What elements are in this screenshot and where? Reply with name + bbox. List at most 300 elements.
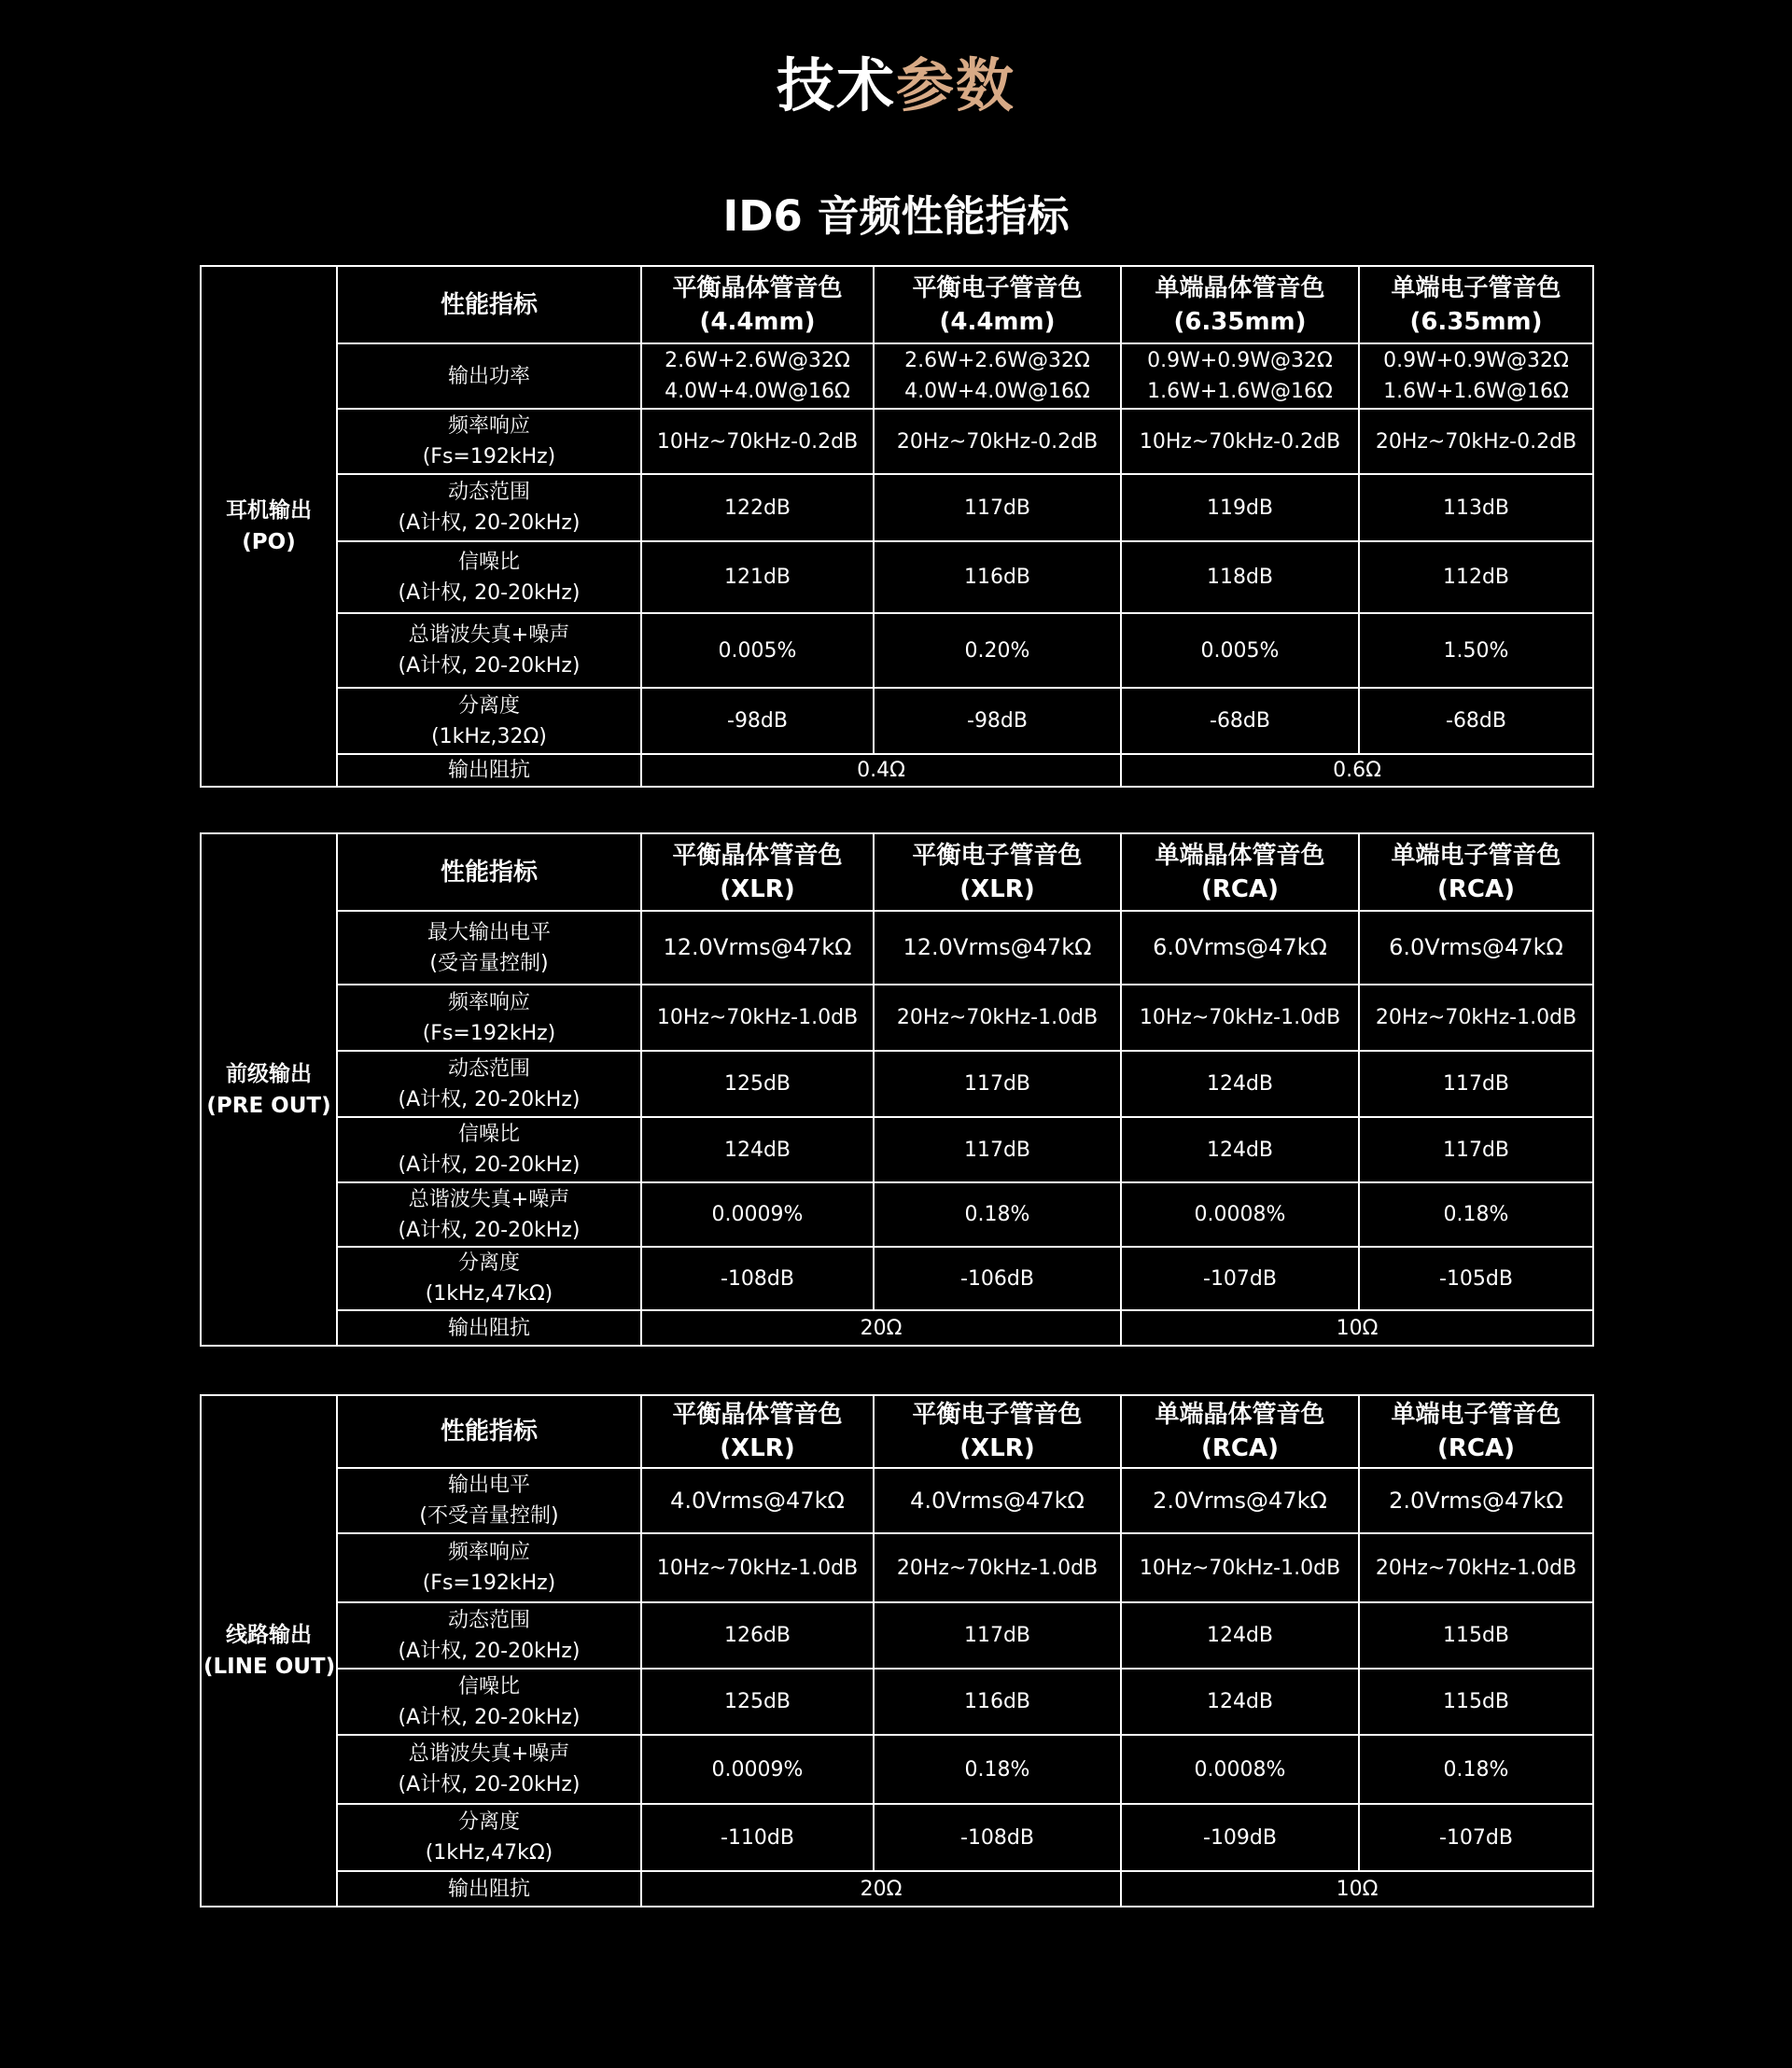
metric-condition: (A计权, 20-20kHz) — [398, 1705, 581, 1729]
column-header — [874, 1395, 1121, 1468]
section-name: 线路输出 — [226, 1623, 312, 1647]
metric-label: 最大输出电平 — [427, 920, 551, 944]
value-cell — [1121, 688, 1359, 754]
value-cell — [1121, 1117, 1359, 1182]
value-cell — [1359, 1247, 1593, 1310]
value-cell — [1359, 474, 1593, 541]
value-cell — [874, 474, 1121, 541]
column-header-mode: 单端晶体管音色 — [1155, 841, 1325, 870]
metric-label-cell — [337, 1310, 641, 1346]
value-cell — [641, 1247, 874, 1310]
value-line: -107dB — [1203, 1266, 1277, 1291]
section-code: (LINE OUT) — [203, 1655, 336, 1679]
value-line: 1.6W+1.6W@16Ω — [1147, 380, 1333, 403]
value-line: 117dB — [963, 1624, 1031, 1647]
value-line: 0.0008% — [1194, 1203, 1286, 1226]
metric-condition: (Fs=192kHz) — [422, 445, 556, 468]
impedance-row — [201, 1871, 1593, 1907]
metric-label: 信噪比 — [457, 1674, 520, 1698]
value-cell — [1359, 1051, 1593, 1117]
section-name: 前级输出 — [226, 1061, 312, 1086]
value-cell — [1359, 1533, 1593, 1602]
table-header-row — [201, 266, 1593, 343]
value-cell — [1359, 1117, 1593, 1182]
metric-label-cell — [337, 1804, 641, 1871]
metric-label: 输出功率 — [447, 364, 530, 388]
value-line: 0.9W+0.9W@32Ω — [1147, 349, 1333, 372]
value-line: 116dB — [963, 566, 1031, 589]
metric-condition: (A计权, 20-20kHz) — [398, 1639, 581, 1663]
value-line: 0.20% — [964, 638, 1030, 663]
value-line: 117dB — [963, 496, 1031, 520]
value-cell — [1121, 409, 1359, 474]
value-cell — [1121, 1602, 1359, 1669]
value-line: 10Hz~70kHz-0.2dB — [1139, 429, 1341, 454]
metric-label: 频率响应 — [447, 1541, 530, 1564]
metric-label-cell — [337, 754, 641, 787]
value-cell — [874, 1051, 1121, 1117]
metric-label-cell — [337, 1117, 641, 1182]
value-line: 124dB — [1206, 1138, 1274, 1162]
value-line: 4.0Vrms@47kΩ — [670, 1487, 845, 1514]
value-cell — [641, 1051, 874, 1117]
metric-label-cell — [337, 911, 641, 985]
value-line: 117dB — [963, 1138, 1031, 1162]
metric-condition: (受音量控制) — [429, 951, 549, 975]
table-row — [201, 1182, 1593, 1247]
value-line: 124dB — [723, 1138, 791, 1162]
impedance-single-cell — [1121, 1871, 1593, 1907]
column-header — [1121, 1395, 1359, 1468]
value-line: 0.18% — [964, 1757, 1030, 1782]
column-header-connector: (RCA) — [1201, 1434, 1279, 1462]
section-label-cell — [201, 833, 337, 1346]
table-row — [201, 1735, 1593, 1804]
value-cell — [641, 1533, 874, 1602]
column-header-connector: (RCA) — [1437, 1434, 1515, 1462]
value-line: -98dB — [967, 709, 1028, 733]
value-line: 126dB — [723, 1624, 791, 1647]
table-row — [201, 1468, 1593, 1533]
value-cell — [641, 1117, 874, 1182]
value-cell — [1359, 688, 1593, 754]
metric-condition: (不受音量控制) — [419, 1504, 559, 1528]
metric-header-cell — [337, 1395, 641, 1468]
value-line: 0.0008% — [1194, 1757, 1286, 1782]
metric-label-cell — [337, 1735, 641, 1804]
value-cell — [1121, 613, 1359, 688]
value-cell — [641, 911, 874, 985]
value-cell — [641, 688, 874, 754]
value-cell — [1359, 911, 1593, 985]
value-cell — [1121, 911, 1359, 985]
value-line: -108dB — [960, 1825, 1034, 1850]
column-header-mode: 单端电子管音色 — [1391, 1401, 1561, 1429]
column-header-connector: (XLR) — [720, 1434, 795, 1462]
value-line: 113dB — [1442, 496, 1510, 520]
value-line: 12.0Vrms@47kΩ — [663, 934, 852, 960]
value-cell — [1359, 1669, 1593, 1735]
value-cell — [1121, 1468, 1359, 1533]
value-line: 10Hz~70kHz-1.0dB — [656, 1556, 859, 1580]
value-cell — [1121, 541, 1359, 613]
metric-label: 输出阻抗 — [447, 1316, 530, 1340]
impedance-single-cell — [1121, 1310, 1593, 1346]
metric-header-cell — [337, 266, 641, 343]
value-line: 125dB — [723, 1690, 791, 1713]
value-line: 10Hz~70kHz-1.0dB — [656, 1006, 859, 1029]
value-line: 119dB — [1206, 496, 1274, 520]
value-cell — [874, 1117, 1121, 1182]
value-line: 0.18% — [1443, 1757, 1509, 1782]
column-header — [641, 1395, 874, 1468]
value-line: 117dB — [963, 1072, 1031, 1096]
value-line: -68dB — [1210, 709, 1270, 733]
metric-label-cell — [337, 1602, 641, 1669]
column-header-mode: 平衡电子管音色 — [912, 273, 1083, 302]
value-line: 0.0009% — [711, 1203, 804, 1226]
impedance-value: 0.4Ω — [857, 759, 905, 782]
value-cell — [1121, 1182, 1359, 1247]
spec-table-line-out — [200, 1394, 1594, 1907]
column-header-connector: (XLR) — [959, 874, 1035, 903]
value-line: 10Hz~70kHz-1.0dB — [1139, 1556, 1341, 1580]
column-header-connector: (RCA) — [1437, 874, 1515, 903]
value-line: -105dB — [1439, 1266, 1513, 1291]
metric-label-cell — [337, 613, 641, 688]
value-line: 0.0009% — [711, 1757, 804, 1782]
value-cell — [874, 343, 1121, 409]
value-line: 20Hz~70kHz-1.0dB — [896, 1556, 1099, 1580]
value-cell — [874, 1182, 1121, 1247]
value-line: 0.18% — [1443, 1203, 1509, 1226]
table-row — [201, 1247, 1593, 1310]
metric-label: 动态范围 — [447, 1608, 530, 1632]
column-header — [874, 266, 1121, 343]
metric-label-cell — [337, 343, 641, 409]
impedance-balanced-cell — [641, 754, 1121, 787]
impedance-single-cell — [1121, 754, 1593, 787]
impedance-balanced-cell — [641, 1871, 1121, 1907]
impedance-value: 10Ω — [1336, 1877, 1379, 1901]
value-line: 124dB — [1206, 1690, 1274, 1713]
value-cell — [874, 613, 1121, 688]
metric-condition: (A计权, 20-20kHz) — [398, 511, 581, 535]
value-cell — [874, 688, 1121, 754]
metric-label-cell — [337, 688, 641, 754]
value-line: 10Hz~70kHz-0.2dB — [656, 429, 859, 454]
value-line: 20Hz~70kHz-1.0dB — [1375, 1556, 1577, 1580]
value-cell — [874, 1602, 1121, 1669]
value-cell — [1359, 1602, 1593, 1669]
value-line: 0.005% — [1200, 638, 1280, 663]
value-cell — [641, 343, 874, 409]
value-cell — [1121, 1051, 1359, 1117]
column-header — [1121, 833, 1359, 911]
column-header — [1359, 266, 1593, 343]
value-cell — [1359, 1182, 1593, 1247]
value-cell — [1121, 1533, 1359, 1602]
value-cell — [641, 541, 874, 613]
column-header-mode: 单端晶体管音色 — [1155, 273, 1325, 302]
value-line: -68dB — [1446, 709, 1506, 733]
value-line: 116dB — [963, 1690, 1031, 1713]
section-name: 耳机输出 — [226, 498, 312, 523]
value-line: -108dB — [721, 1266, 794, 1291]
metric-condition: (1kHz,47kΩ) — [425, 1841, 553, 1865]
table-row — [201, 1051, 1593, 1117]
value-cell — [1121, 474, 1359, 541]
page-title-part2: 参数 — [896, 51, 1016, 119]
metric-label-cell — [337, 1468, 641, 1533]
table-row — [201, 409, 1593, 474]
metric-header-label: 性能指标 — [440, 858, 538, 887]
column-header-mode: 平衡晶体管音色 — [672, 273, 843, 302]
metric-condition: (A计权, 20-20kHz) — [398, 1773, 581, 1796]
metric-label-cell — [337, 1182, 641, 1247]
impedance-value: 0.6Ω — [1333, 759, 1381, 782]
impedance-value: 10Ω — [1336, 1316, 1379, 1340]
column-header — [1121, 266, 1359, 343]
page-title-part1: 技术 — [776, 51, 896, 119]
impedance-balanced-cell — [641, 1310, 1121, 1346]
value-cell — [874, 911, 1121, 985]
spec-table-pre-out — [200, 832, 1594, 1347]
value-cell — [874, 1533, 1121, 1602]
value-cell — [1121, 1669, 1359, 1735]
metric-label-cell — [337, 474, 641, 541]
value-line: 2.0Vrms@47kΩ — [1389, 1487, 1563, 1514]
value-line: -107dB — [1439, 1825, 1513, 1850]
value-line: 125dB — [723, 1072, 791, 1096]
column-header — [1359, 1395, 1593, 1468]
column-header-connector: (RCA) — [1201, 874, 1279, 903]
metric-label: 动态范围 — [447, 481, 530, 504]
value-line: 1.6W+1.6W@16Ω — [1383, 380, 1569, 403]
section-code: (PRE OUT) — [206, 1093, 331, 1118]
metric-label: 分离度 — [457, 693, 520, 718]
value-cell — [1359, 613, 1593, 688]
page-title — [0, 49, 1792, 123]
metric-label-cell — [337, 1533, 641, 1602]
section-code: (PO) — [242, 530, 296, 554]
metric-label: 总谐波失真+噪声 — [408, 623, 570, 647]
table-header-row — [201, 833, 1593, 911]
value-line: -110dB — [721, 1825, 794, 1850]
value-line: 20Hz~70kHz-1.0dB — [1375, 1006, 1577, 1029]
value-cell — [874, 409, 1121, 474]
metric-condition: (A计权, 20-20kHz) — [398, 1218, 581, 1242]
metric-condition: (A计权, 20-20kHz) — [398, 654, 581, 678]
value-line: -98dB — [727, 709, 788, 733]
value-line: 20Hz~70kHz-0.2dB — [1375, 429, 1577, 454]
metric-condition: (Fs=192kHz) — [422, 1021, 556, 1045]
value-cell — [1359, 1468, 1593, 1533]
table-row — [201, 1533, 1593, 1602]
metric-header-cell — [337, 833, 641, 911]
value-line: 4.0Vrms@47kΩ — [910, 1487, 1085, 1514]
column-header-connector: (4.4mm) — [699, 307, 816, 336]
column-header — [641, 266, 874, 343]
table-row — [201, 613, 1593, 688]
value-cell — [1359, 1735, 1593, 1804]
metric-label: 输出电平 — [447, 1474, 530, 1497]
column-header-connector: (XLR) — [959, 1434, 1035, 1462]
value-cell — [1121, 343, 1359, 409]
value-line: 122dB — [723, 496, 791, 520]
column-header-mode: 单端晶体管音色 — [1155, 1401, 1325, 1429]
value-cell — [874, 1247, 1121, 1310]
value-line: 0.005% — [718, 638, 797, 663]
value-line: 117dB — [1442, 1138, 1510, 1162]
spec-subtitle: ID6 音频性能指标 — [722, 191, 1070, 241]
value-cell — [1121, 1804, 1359, 1871]
value-cell — [1121, 1247, 1359, 1310]
value-line: 4.0W+4.0W@16Ω — [665, 380, 850, 403]
metric-label: 分离度 — [457, 1810, 520, 1834]
table-row — [201, 1804, 1593, 1871]
value-cell — [1359, 1804, 1593, 1871]
column-header-mode: 平衡晶体管音色 — [672, 1401, 843, 1429]
value-line: 10Hz~70kHz-1.0dB — [1139, 1006, 1341, 1029]
value-cell — [641, 613, 874, 688]
value-cell — [874, 1468, 1121, 1533]
column-header — [641, 833, 874, 911]
value-line: 117dB — [1442, 1072, 1510, 1096]
metric-label: 总谐波失真+噪声 — [408, 1187, 570, 1211]
metric-condition: (1kHz,32Ω) — [431, 724, 547, 748]
value-line: 118dB — [1206, 566, 1274, 589]
impedance-row — [201, 754, 1593, 787]
value-cell — [874, 1804, 1121, 1871]
value-line: 6.0Vrms@47kΩ — [1389, 934, 1563, 960]
value-cell — [641, 409, 874, 474]
value-cell — [641, 1468, 874, 1533]
metric-header-label: 性能指标 — [440, 290, 538, 319]
value-cell — [641, 474, 874, 541]
value-cell — [1121, 985, 1359, 1051]
value-line: 2.0Vrms@47kΩ — [1153, 1487, 1327, 1514]
value-line: 4.0W+4.0W@16Ω — [904, 380, 1090, 403]
column-header — [1359, 833, 1593, 911]
value-line: 115dB — [1442, 1624, 1510, 1647]
value-cell — [1359, 541, 1593, 613]
value-line: 115dB — [1442, 1690, 1510, 1713]
value-cell — [874, 985, 1121, 1051]
value-line: 112dB — [1442, 566, 1510, 589]
column-header-mode: 平衡电子管音色 — [912, 1401, 1083, 1429]
metric-label: 信噪比 — [457, 1123, 520, 1146]
column-header-mode: 单端电子管音色 — [1391, 273, 1561, 302]
value-cell — [641, 1735, 874, 1804]
spec-table-po — [200, 265, 1594, 788]
value-cell — [1359, 409, 1593, 474]
value-cell — [1359, 343, 1593, 409]
impedance-value: 20Ω — [860, 1316, 903, 1340]
column-header-mode: 平衡电子管音色 — [912, 841, 1083, 870]
value-cell — [874, 541, 1121, 613]
value-line: -106dB — [960, 1266, 1034, 1291]
metric-condition: (A计权, 20-20kHz) — [398, 580, 581, 605]
value-cell — [641, 1602, 874, 1669]
metric-label: 总谐波失真+噪声 — [408, 1742, 570, 1766]
metric-label-cell — [337, 1669, 641, 1735]
column-header-connector: (XLR) — [720, 874, 795, 903]
metric-label-cell — [337, 985, 641, 1051]
table-header-row — [201, 1395, 1593, 1468]
value-line: 1.50% — [1443, 638, 1509, 663]
metric-condition: (A计权, 20-20kHz) — [398, 1153, 581, 1177]
table-row — [201, 985, 1593, 1051]
table-row — [201, 541, 1593, 613]
value-line: -109dB — [1203, 1825, 1277, 1850]
value-line: 0.18% — [964, 1203, 1030, 1226]
metric-label-cell — [337, 409, 641, 474]
value-cell — [874, 1669, 1121, 1735]
value-line: 20Hz~70kHz-0.2dB — [896, 429, 1099, 454]
value-line: 2.6W+2.6W@32Ω — [904, 349, 1090, 372]
table-row — [201, 1117, 1593, 1182]
metric-label-cell — [337, 541, 641, 613]
value-cell — [1121, 1735, 1359, 1804]
value-line: 121dB — [723, 566, 791, 589]
metric-condition: (1kHz,47kΩ) — [425, 1282, 553, 1306]
table-row — [201, 911, 1593, 985]
metric-label: 分离度 — [457, 1251, 520, 1275]
table-row — [201, 1602, 1593, 1669]
table-row — [201, 1669, 1593, 1735]
value-cell — [641, 1182, 874, 1247]
metric-label-cell — [337, 1051, 641, 1117]
value-cell — [1359, 985, 1593, 1051]
value-cell — [874, 1735, 1121, 1804]
value-cell — [641, 1669, 874, 1735]
metric-label: 输出阻抗 — [447, 759, 530, 782]
column-header-connector: (6.35mm) — [1409, 307, 1543, 336]
value-line: 6.0Vrms@47kΩ — [1153, 934, 1327, 960]
metric-label: 频率响应 — [447, 414, 530, 438]
metric-label-cell — [337, 1247, 641, 1310]
metric-label-cell — [337, 1871, 641, 1907]
table-row — [201, 343, 1593, 409]
metric-condition: (Fs=192kHz) — [422, 1572, 556, 1595]
value-cell — [641, 1804, 874, 1871]
metric-label: 频率响应 — [447, 990, 530, 1014]
column-header-mode: 平衡晶体管音色 — [672, 841, 843, 870]
impedance-row — [201, 1310, 1593, 1346]
column-header-connector: (4.4mm) — [939, 307, 1056, 336]
section-label-cell — [201, 266, 337, 787]
value-line: 124dB — [1206, 1072, 1274, 1096]
metric-condition: (A计权, 20-20kHz) — [398, 1087, 581, 1111]
metric-header-label: 性能指标 — [440, 1418, 538, 1446]
value-line: 2.6W+2.6W@32Ω — [665, 349, 850, 372]
value-line: 20Hz~70kHz-1.0dB — [896, 1006, 1099, 1029]
value-line: 12.0Vrms@47kΩ — [903, 934, 1092, 960]
metric-label: 输出阻抗 — [447, 1877, 530, 1901]
column-header — [874, 833, 1121, 911]
table-row — [201, 688, 1593, 754]
value-line: 0.9W+0.9W@32Ω — [1383, 349, 1569, 372]
column-header-connector: (6.35mm) — [1173, 307, 1307, 336]
section-label-cell — [201, 1395, 337, 1907]
value-cell — [641, 985, 874, 1051]
value-line: 124dB — [1206, 1624, 1274, 1647]
table-row — [201, 474, 1593, 541]
metric-label: 动态范围 — [447, 1056, 530, 1081]
metric-label: 信噪比 — [457, 550, 520, 574]
impedance-value: 20Ω — [860, 1877, 903, 1901]
